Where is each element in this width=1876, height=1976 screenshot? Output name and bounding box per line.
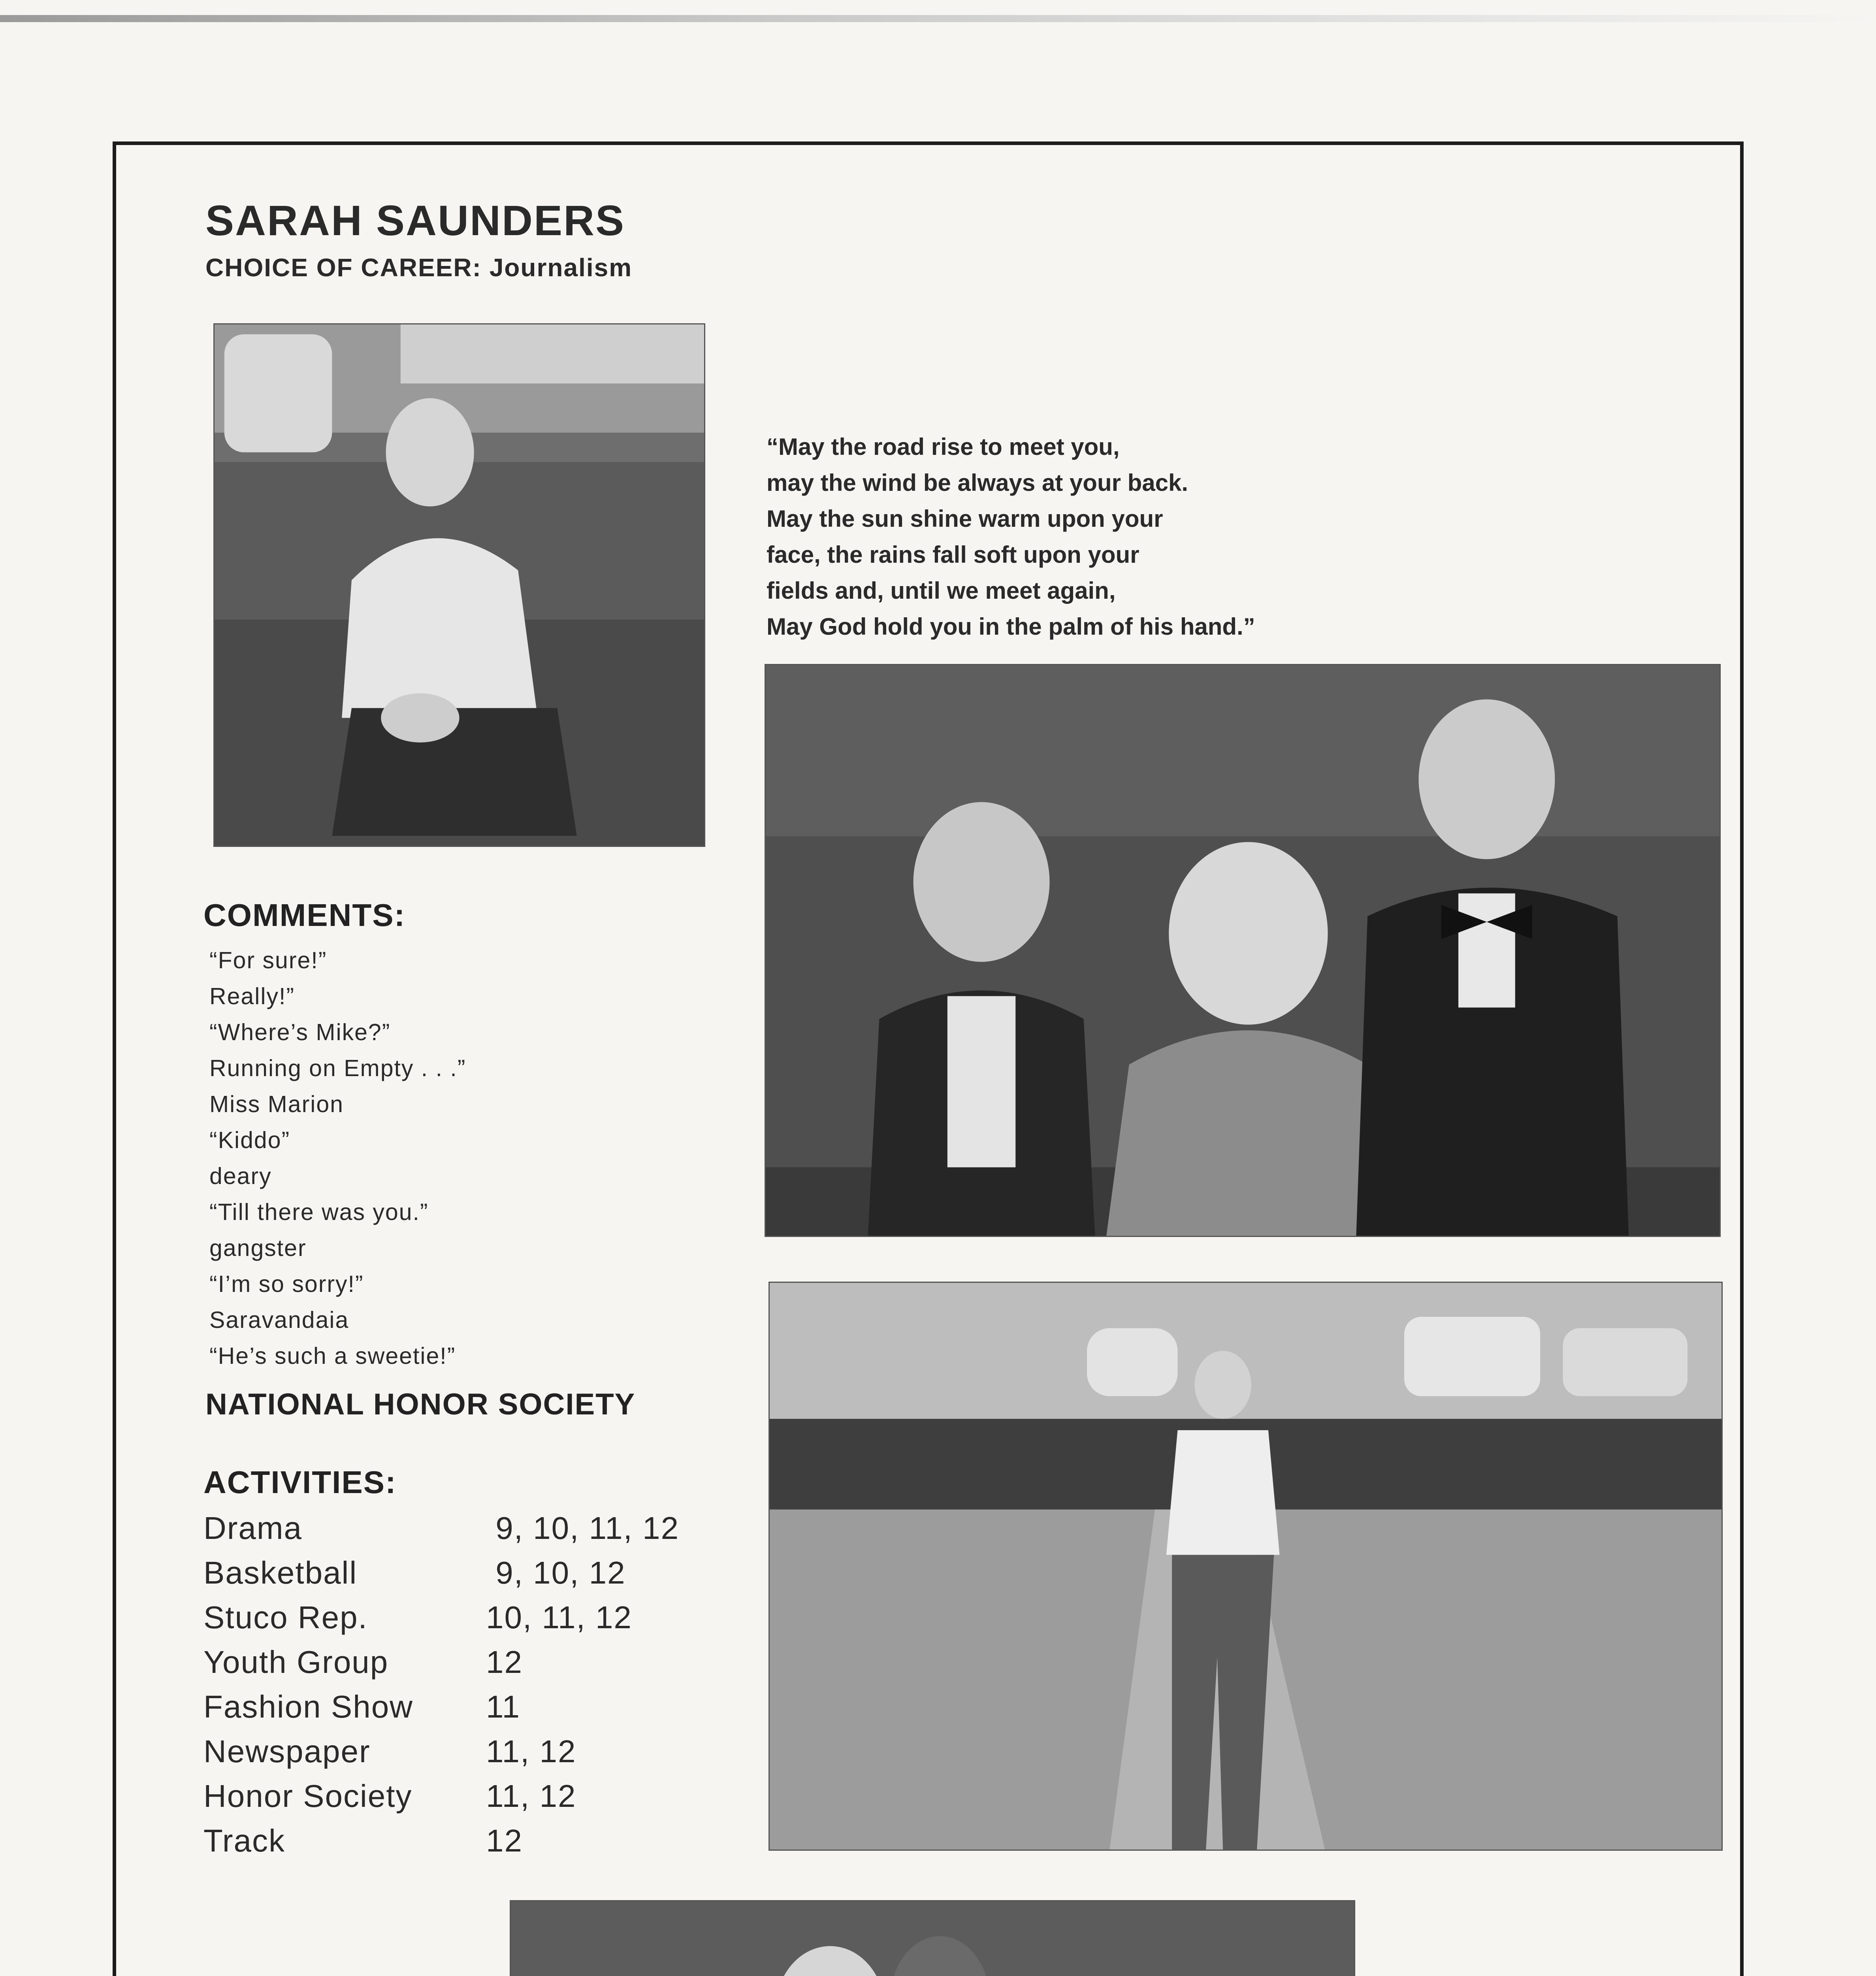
activity-years: 9, 10, 12	[486, 1555, 626, 1590]
activity-name: Honor Society	[203, 1778, 412, 1814]
activity-row	[203, 1640, 757, 1684]
activity-years: 11, 12	[486, 1778, 576, 1814]
comment-item: “I’m so sorry!”	[209, 1271, 364, 1297]
activity-row	[203, 1595, 757, 1640]
couple-photo	[510, 1900, 1355, 1976]
activities-heading: ACTIVITIES:	[203, 1465, 397, 1500]
children-photo-image	[766, 665, 1720, 1236]
portrait-photo	[213, 323, 705, 847]
activity-years: 12	[486, 1823, 523, 1858]
activity-years: 10, 11, 12	[486, 1600, 632, 1635]
comment-item: “For sure!”	[209, 947, 327, 973]
activity-years: 12	[486, 1644, 523, 1680]
quote-line: face, the rains fall soft upon your	[767, 541, 1140, 568]
activity-name: Newspaper	[203, 1734, 371, 1769]
honor-society-title: NATIONAL HONOR SOCIETY	[205, 1388, 636, 1421]
activity-row	[203, 1550, 757, 1595]
comments-list	[209, 943, 466, 1374]
quote-line: “May the road rise to meet you,	[767, 434, 1120, 460]
quote-block	[767, 429, 1255, 645]
activity-years: 9, 10, 11, 12	[486, 1510, 680, 1546]
walking-photo-image	[770, 1283, 1722, 1850]
comment-item: “Kiddo”	[209, 1127, 290, 1153]
comment-item: “Where’s Mike?”	[209, 1019, 391, 1045]
career-label: CHOICE OF CAREER:	[205, 253, 482, 282]
quote-line: May God hold you in the palm of his hand.”	[767, 613, 1255, 640]
activity-name: Fashion Show	[203, 1689, 413, 1724]
comments-heading: COMMENTS:	[203, 897, 406, 933]
couple-photo-image	[511, 1901, 1354, 1976]
activity-name: Stuco Rep.	[203, 1600, 368, 1635]
comment-item: Really!”	[209, 983, 295, 1009]
children-photo	[765, 664, 1721, 1237]
comment-item: “He’s such a sweetie!”	[209, 1343, 456, 1369]
career-line	[205, 253, 632, 282]
activity-years: 11	[486, 1689, 521, 1724]
portrait-photo-image	[215, 324, 704, 846]
comment-item: gangster	[209, 1235, 307, 1261]
activity-row	[203, 1729, 757, 1774]
walking-photo	[768, 1282, 1723, 1851]
activity-name: Track	[203, 1823, 286, 1858]
activity-name: Basketball	[203, 1555, 358, 1590]
activity-name: Youth Group	[203, 1644, 389, 1680]
scan-edge-shadow	[0, 15, 1876, 22]
comment-item: Running on Empty . . .”	[209, 1055, 466, 1081]
activity-name: Drama	[203, 1510, 303, 1546]
activity-row	[203, 1774, 757, 1818]
career-value: Journalism	[489, 253, 633, 282]
activity-row	[203, 1684, 757, 1729]
quote-line: fields and, until we meet again,	[767, 577, 1116, 604]
activities-list	[203, 1506, 757, 1863]
student-name: SARAH SAUNDERS	[205, 196, 625, 244]
comment-item: “Till there was you.”	[209, 1199, 429, 1225]
activity-row	[203, 1506, 757, 1550]
activity-row	[203, 1818, 757, 1863]
activity-years: 11, 12	[486, 1734, 576, 1769]
comment-item: Saravandaia	[209, 1307, 349, 1333]
comment-item: deary	[209, 1163, 272, 1189]
quote-line: May the sun shine warm upon your	[767, 505, 1163, 532]
comment-item: Miss Marion	[209, 1091, 344, 1117]
quote-line: may the wind be always at your back.	[767, 469, 1189, 496]
